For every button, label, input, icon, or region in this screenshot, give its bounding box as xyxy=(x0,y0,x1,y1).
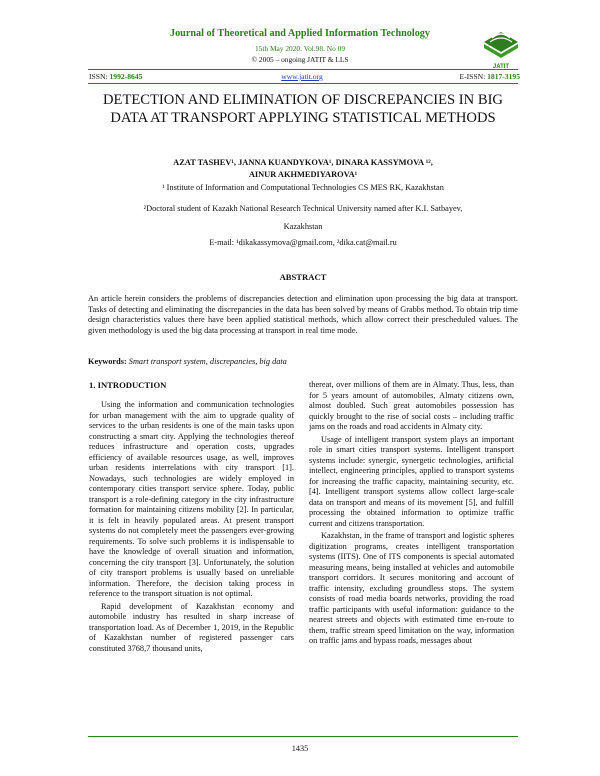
author-emails: E-mail: ¹dikakassymova@gmail.com, ²dika.cat@mail.ru xyxy=(209,238,397,247)
paragraph: Kazakhstan, in the frame of transport and logistic spheres digitization programs, creates intelligent transportation systems (IITS). One of ITS components is special automated measuring means, being installed at vehicles and automobile transport corridors. It secures monitoring and account of traffic intensity, excluding groundless stops. The system consists of road media boards networks, providing the road traffic participants with useful information: guidance to the nearest streets and objects with estimated time en-route to them, traffic stream speed limitation on the way, information on traffic jams and bypass roads, messages about xyxy=(309,531,514,645)
header-rule-bottom xyxy=(88,83,518,84)
affiliation-2-country: Kazakhstan xyxy=(283,222,323,231)
journal-copyright: © 2005 – ongoing JATIT & LLS xyxy=(251,55,349,64)
journal-title: Journal of Theoretical and Applied Information Technology xyxy=(169,28,430,39)
eissn-label: E-ISSN: xyxy=(459,72,486,81)
authors-line-2: AINUR AKHMEDIYAROVA¹ xyxy=(248,169,358,179)
issn-label: ISSN: xyxy=(89,72,108,81)
eissn xyxy=(459,72,520,81)
paper-authors xyxy=(88,157,518,180)
affiliation-1: ¹ Institute of Information and Computational Technologies CS MES RK, Kazakhstan xyxy=(162,183,444,192)
abstract-heading: ABSTRACT xyxy=(279,272,327,282)
logo-text: JATIT xyxy=(492,64,510,70)
paragraph: thereat, over millions of them are in Almaty. Thus, less, than for 5 years amount of automobiles, Almaty citizens own, almost doubled. Such great automobiles possession has quickly brought to the rise of social costs – including traffic jams on the roads and road accidents in Almaty city. xyxy=(309,380,514,431)
left-column xyxy=(89,400,294,730)
keywords xyxy=(88,357,518,366)
affiliation-2: ²Doctoral student of Kazakh National Research Technical University named after K.I. Satbayev, xyxy=(143,204,463,213)
keywords-label: Keywords: xyxy=(88,357,127,366)
journal-issue-date: 15th May 2020. Vol.98. No 09 xyxy=(254,44,346,53)
page-number: 1435 xyxy=(291,744,309,753)
abstract-text: An article herein considers the problems of discrepancies detection and elimination upon processing the big data at transport. Tasks of detecting and eliminating the discrepancies in the data has been solved by means of Grabbs method. To obtain trip time design characteristics values there have been applied statistical methods, which allow correct their prescheduled values. The given methodology is used the big data processing at transport in real time mode. xyxy=(88,294,518,335)
authors-line-1: AZAT TASHEV¹, JANNA KUANDYKOVA¹, DINARA KASSYMOVA ¹², xyxy=(173,158,433,167)
paragraph: Using the information and communication technologies for urban management with the aim to upgrade quality of services to the urban residents is one of the main tasks upon constructing a smart city. Applying the technologies thereof reduces infrastructure and operation costs, upgrades efficiency of available resources usage, as well, improves urban residents interrelations with city transport [1]. Nowadays, such technologies are widely employed in contemporary cities transport service sphere. Today, public transport is a role-defining category in the city infrastructure formation for maintaining citizens mobility [2]. In particular, it is felt in heavily populated areas. At present transport systems do not completely meet the passengers ever-growing requirements. To solve such problems it is indispensable to have the knowledge of overall situation and information, concerning the city transport [3]. Unfortunately, the solution of city transport problems is usually based on unreliable information. Therefore, the decision taking process in reference to the transport situation is not optimal. xyxy=(89,400,294,598)
paper-title: DETECTION AND ELIMINATION OF DISCREPANCIES IN BIG DATA AT TRANSPORT APPLYING STATISTICAL METHODS xyxy=(103,92,503,126)
eissn-value: 1817-3195 xyxy=(487,72,520,81)
paragraph: Usage of intelligent transport system plays an important role in smart cities transport systems. Intelligent transport systems include: synergic, synergetic technologies, artificial intellect, engineering principles, applied to transport systems for increasing the traffic capacity, maintaining security, etc. [4]. Intelligent transport systems allow collect large-scale data on transport and means of its movement [5], and fulfill processing the obtained information to optimize traffic current and citizens transportation. xyxy=(309,434,514,528)
header-rule-top xyxy=(88,69,518,70)
issn xyxy=(89,72,142,81)
footer-rule xyxy=(88,736,518,737)
issn-value: 1992-8645 xyxy=(109,72,143,81)
journal-website-link[interactable]: www.jatit.org xyxy=(281,72,323,81)
right-column xyxy=(309,380,514,732)
keywords-value: Smart transport system, discrepancies, big data xyxy=(128,357,287,366)
section-heading-introduction: 1. INTRODUCTION xyxy=(89,380,167,390)
paragraph: Rapid development of Kazakhstan economy and automobile industry has resulted in sharp increase of transportation load. As of December 1, 2019, in the Republic of Kazakhstan number of registered passenger cars constituted 3768,7 thousand units, xyxy=(89,601,294,653)
